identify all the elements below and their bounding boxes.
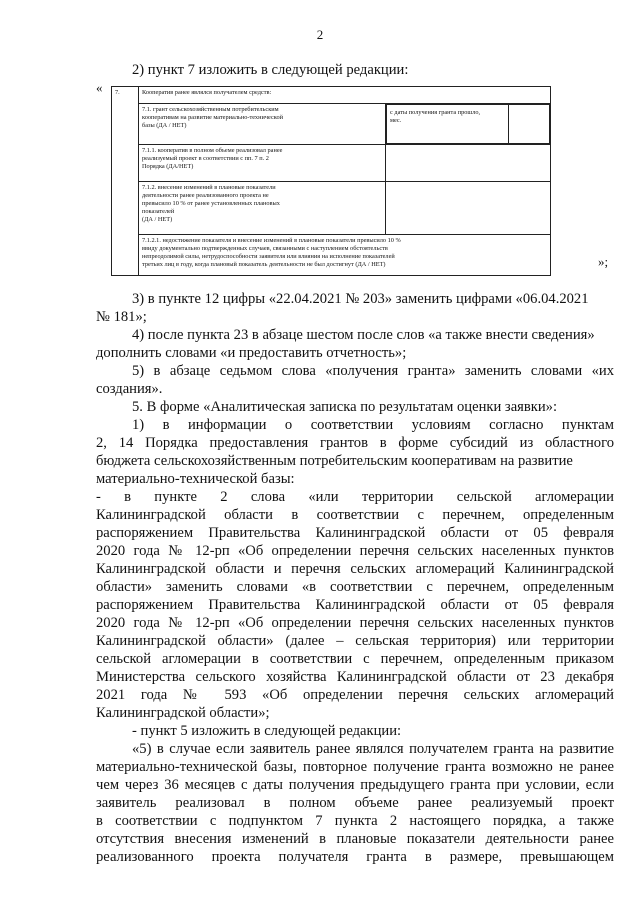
body-line: 2021 года № 593 «Об определении перечня сельских агломераций: [96, 687, 614, 703]
body-line: дополнить словами «и предоставить отчетность»;: [96, 345, 407, 361]
body-line: распоряжением Правительства Калининградской области от 05 февраля: [96, 525, 614, 541]
body-line: 2020 года № 12-рп «Об определении перечня сельских населенных пунктов: [96, 543, 614, 559]
body-line: создания».: [96, 381, 163, 397]
body-line: 2, 14 Порядка предоставления грантов в форме субсидий из областного: [96, 435, 614, 451]
body-line: 4) после пункта 23 в абзаце шестом после слов «а также внести сведения»: [132, 327, 595, 343]
body-line: материально-технической базы:: [96, 471, 295, 487]
body-line: распоряжением Правительства Калининградской области от 05 февраля: [96, 597, 614, 613]
body-line: - пункт 5 изложить в следующей редакции:: [132, 723, 402, 739]
body-line: Калининградской области и перечня сельских агломераций Калининградской: [96, 561, 614, 577]
body-line: области» заменить словами «в соответствии с перечнем, определенным: [96, 579, 614, 595]
body-line: материально-технической базы, повторное получение гранта возможно не ранее: [96, 759, 614, 775]
row-7-1-2: 7.1.2. внесение изменений в плановые показатели деятельности ранее реализованного проекта не превысило 10 % от ранее установленных плановых показателей (ДА / НЕТ): [139, 182, 386, 235]
body-line: Калининградской области в соответствии с перечнем, определенным: [96, 507, 614, 523]
body-line: реализованного проекта получателя гранта в размере, превышающем: [96, 849, 614, 865]
body-line: 5. В форме «Аналитическая записка по результатам оценки заявки»:: [132, 399, 558, 415]
row-7-1-1: 7.1.1. кооператив в полном объеме реализовал ранее реализуемый проект в соответствии с пп. 7 п. 2 Порядка (ДА/НЕТ): [139, 145, 386, 182]
intro-line: 2) пункт 7 изложить в следующей редакции:: [132, 62, 409, 78]
body-line: - в пункте 2 слова «или территории сельской агломерации: [96, 489, 614, 505]
page-number: 2: [316, 27, 324, 42]
body-line: 1) в информации о соответствии условиям согласно пунктам: [132, 417, 614, 433]
body-line: № 181»;: [96, 309, 147, 325]
body-line: в соответствии с подпунктом 7 пункта 2 настоящего порядка, а также: [96, 813, 614, 829]
months-cell: с даты получения гранта прошло, мес.: [387, 105, 509, 144]
row-number: 7.: [112, 87, 139, 276]
body-line: 3) в пункте 12 цифры «22.04.2021 № 203» заменить цифрами «06.04.2021: [132, 291, 589, 307]
body-line: «5) в случае если заявитель ранее являлся получателем гранта на развитие: [132, 741, 614, 757]
row-7-1-right: [386, 104, 551, 145]
quote-open: «: [96, 80, 103, 95]
body-line: Министерства сельского хозяйства Калининградской области от 23 декабря: [96, 669, 614, 685]
body-line: бюджета сельскохозяйственным потребительским кооперативам на развитие: [96, 453, 573, 469]
months-value-cell: [509, 105, 550, 144]
row-7-1-left: 7.1. грант сельскохозяйственным потребительским кооперативам на развитие материально-технической базы (ДА / НЕТ): [139, 104, 386, 145]
row-7-1-1-value: [386, 145, 551, 182]
body-line: чем через 36 месяцев с даты получения предыдущего гранта при условии, если: [96, 777, 614, 793]
body-line: отсутствия внесения изменений в плановые показатели деятельности ранее: [96, 831, 614, 847]
body-line: сельской агломерации в соответствии с перечнем, определенным приказом: [96, 651, 614, 667]
body-line: Калининградской области»;: [96, 705, 270, 721]
inserted-table: [111, 86, 551, 276]
row-7-1-2-value: [386, 182, 551, 235]
inserted-table-area: [96, 83, 614, 273]
body-line: 2020 года № 12-рп «Об определении перечня сельских населенных пунктов: [96, 615, 614, 631]
body-line: 5) в абзаце седьмом слова «получения гранта» заменить словами «их: [132, 363, 614, 379]
body-line: заявитель реализовал в полном объеме ранее реализуемый проект: [96, 795, 614, 811]
body-line: Калининградской области» (далее – сельская территория) или территории: [96, 633, 614, 649]
table-header: Кооператив ранее являлся получателем средств:: [139, 87, 551, 104]
quote-close: »;: [598, 254, 609, 269]
row-7-1-2-1: 7.1.2.1. недостижение показателя и внесение изменений в плановые показатели превысило 10 % ввиду документально подтвержденных случаев, связанными с наступлением обстоятельств непреодолимой силы, нетрудоспособности заявителя или влияния на исполнение показателей третьих лиц в году, когда плановый показатель деятельности не был достигнут (ДА / НЕТ): [139, 235, 551, 276]
